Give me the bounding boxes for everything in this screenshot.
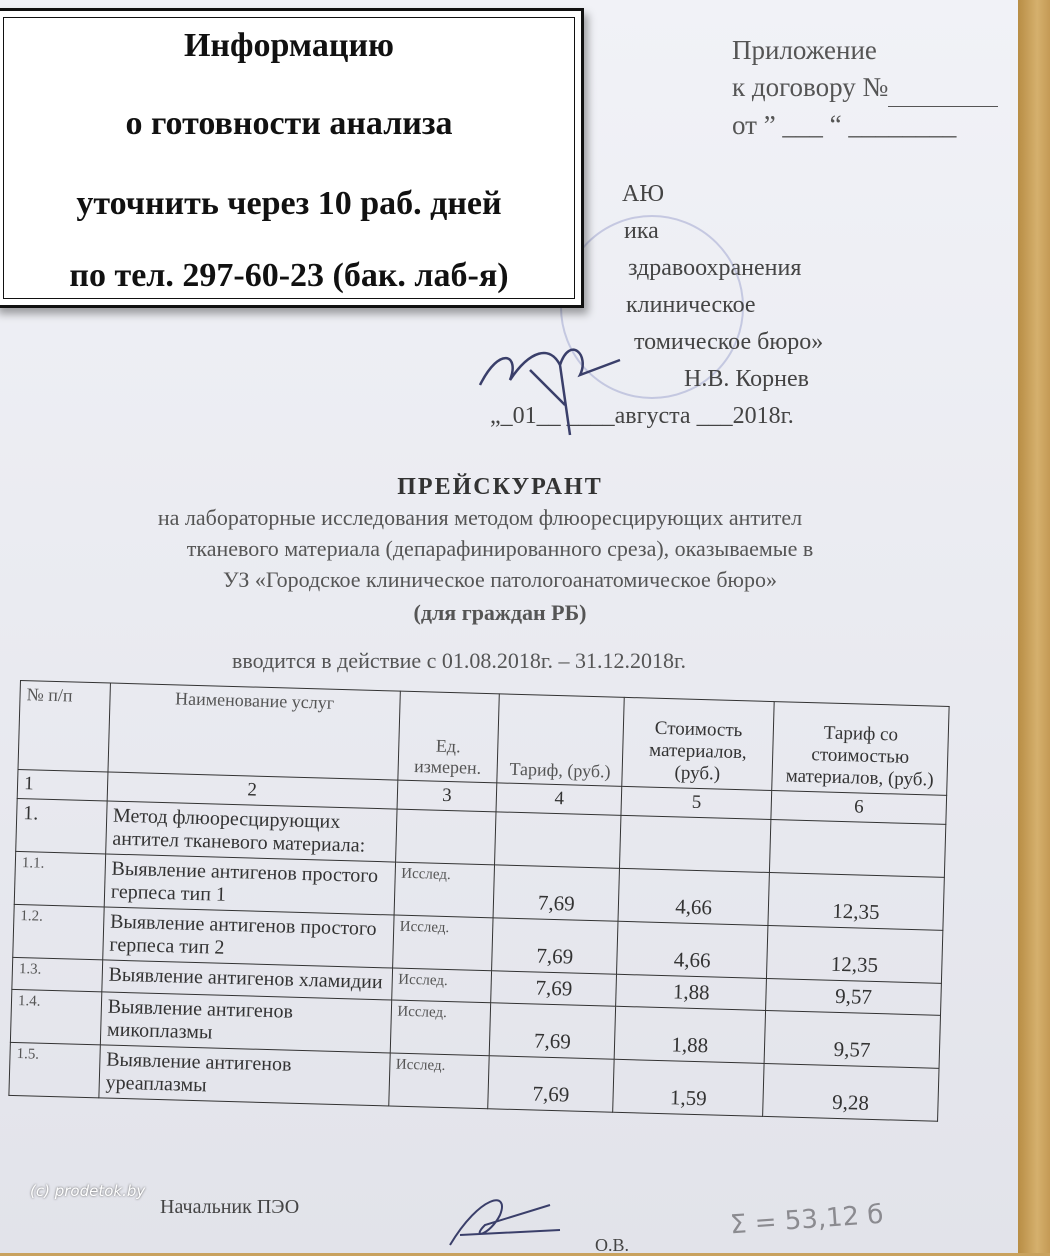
document-subtitle: (для граждан РБ) <box>413 600 587 625</box>
materials-cost: 4,66 <box>618 868 769 925</box>
tariff: 7,69 <box>490 1003 616 1059</box>
watermark: (c) prodetok.by <box>30 1182 146 1200</box>
tariff: 7,69 <box>492 918 618 974</box>
column-number: 1 <box>17 769 108 800</box>
chief-signature-icon <box>440 1185 570 1253</box>
service-name: Выявление антигенов простого герпеса тип 2 <box>103 907 394 968</box>
column-number: 6 <box>771 791 947 825</box>
service-name: Выявление антигенов простого герпеса тип 1 <box>104 854 395 915</box>
tariff: 7,69 <box>493 865 619 921</box>
column-number: 4 <box>496 783 622 815</box>
document-title: ПРЕЙСКУРАНТ <box>397 474 603 500</box>
appendix-date: от ” ___ “ ________ <box>732 110 957 140</box>
approval-line: ика <box>624 218 659 244</box>
service-name: Выявление антигенов хламидии <box>102 960 392 1000</box>
notice-line: о готовности анализа <box>125 105 453 142</box>
unit: Исслед. <box>390 1000 491 1056</box>
wall-background <box>1018 0 1050 1253</box>
total-tariff: 9,57 <box>764 1010 940 1068</box>
table-header: Тариф, (руб.) <box>497 694 624 786</box>
document-subtitle: тканевого материала (депарафинированного среза), оказываемые в <box>186 536 814 561</box>
table-header: № п/п <box>18 681 110 772</box>
unit: Исслед. <box>388 1053 489 1109</box>
notice-phone: по тел. 297-60-23 (бак. лаб-я) <box>69 257 509 294</box>
column-number: 2 <box>107 772 397 809</box>
materials-cost: 4,66 <box>617 921 768 978</box>
notice-line: уточнить через 10 раб. дней <box>76 185 502 222</box>
appendix-title: Приложение <box>732 35 877 65</box>
document-subtitle: на лабораторные исследования методом флюоресцирующих антител <box>157 505 803 530</box>
validity-period: вводится в действие с 01.08.2018г. – 31.12.2018г. <box>232 648 686 673</box>
section-number: 1. <box>16 798 107 853</box>
total-tariff: 9,28 <box>763 1063 939 1121</box>
row-number: 1.5. <box>9 1042 100 1097</box>
notice-sticker <box>0 8 584 308</box>
column-number: 5 <box>621 786 772 819</box>
appendix-contract: к договору № <box>732 72 889 102</box>
total-tariff: 12,35 <box>767 925 943 983</box>
row-number: 1.4. <box>10 989 101 1044</box>
tariff: 7,69 <box>488 1056 614 1112</box>
approval-line: томическое бюро» <box>634 329 824 355</box>
document-subtitle: УЗ «Городское клиническое патологоанатомическое бюро» <box>223 567 777 592</box>
unit: Исслед. <box>391 968 492 1003</box>
total-tariff: 12,35 <box>768 873 944 931</box>
approval-line: АЮ <box>622 181 664 207</box>
row-number: 1.3. <box>12 957 103 991</box>
row-number: 1.1. <box>14 851 105 906</box>
unit: Исслед. <box>394 862 495 918</box>
table-header: Ед. измерен. <box>397 691 499 783</box>
approval-line: клиническое <box>626 292 756 318</box>
unit: Исслед. <box>392 915 493 971</box>
service-name: Выявление антигенов уреаплазмы <box>99 1045 390 1106</box>
tariff: 7,69 <box>491 971 617 1006</box>
row-number: 1.2. <box>13 904 104 959</box>
section-name: Метод флюоресцирующих антител тканевого материала: <box>106 801 397 862</box>
table-header: Наименование услуг <box>108 683 400 780</box>
notice-line: Информацию <box>183 27 395 64</box>
appendix-block <box>732 32 998 144</box>
signer-initials: О.В. <box>595 1235 630 1255</box>
signature-icon <box>470 325 670 445</box>
chief-label: Начальник ПЭО <box>160 1196 300 1218</box>
approval-line: здравоохранения <box>628 255 802 281</box>
approval-signer: Н.В. Корнев <box>684 366 809 392</box>
materials-cost: 1,59 <box>613 1059 764 1116</box>
total-tariff: 9,57 <box>766 978 942 1015</box>
column-number: 3 <box>397 780 498 812</box>
materials-cost: 1,88 <box>614 1006 765 1063</box>
table-header: Тариф со стоимостью материалов, (руб.) <box>772 702 949 796</box>
pencil-note: Σ = 53,12 б <box>729 1199 885 1241</box>
approval-date: „_01__ ____августа ___2018г. <box>490 403 794 429</box>
service-name: Выявление антигенов микоплазмы <box>100 992 391 1053</box>
materials-cost: 1,88 <box>616 974 767 1010</box>
table-header: Стоимость материалов, (руб.) <box>622 697 774 790</box>
price-table <box>8 680 949 1122</box>
